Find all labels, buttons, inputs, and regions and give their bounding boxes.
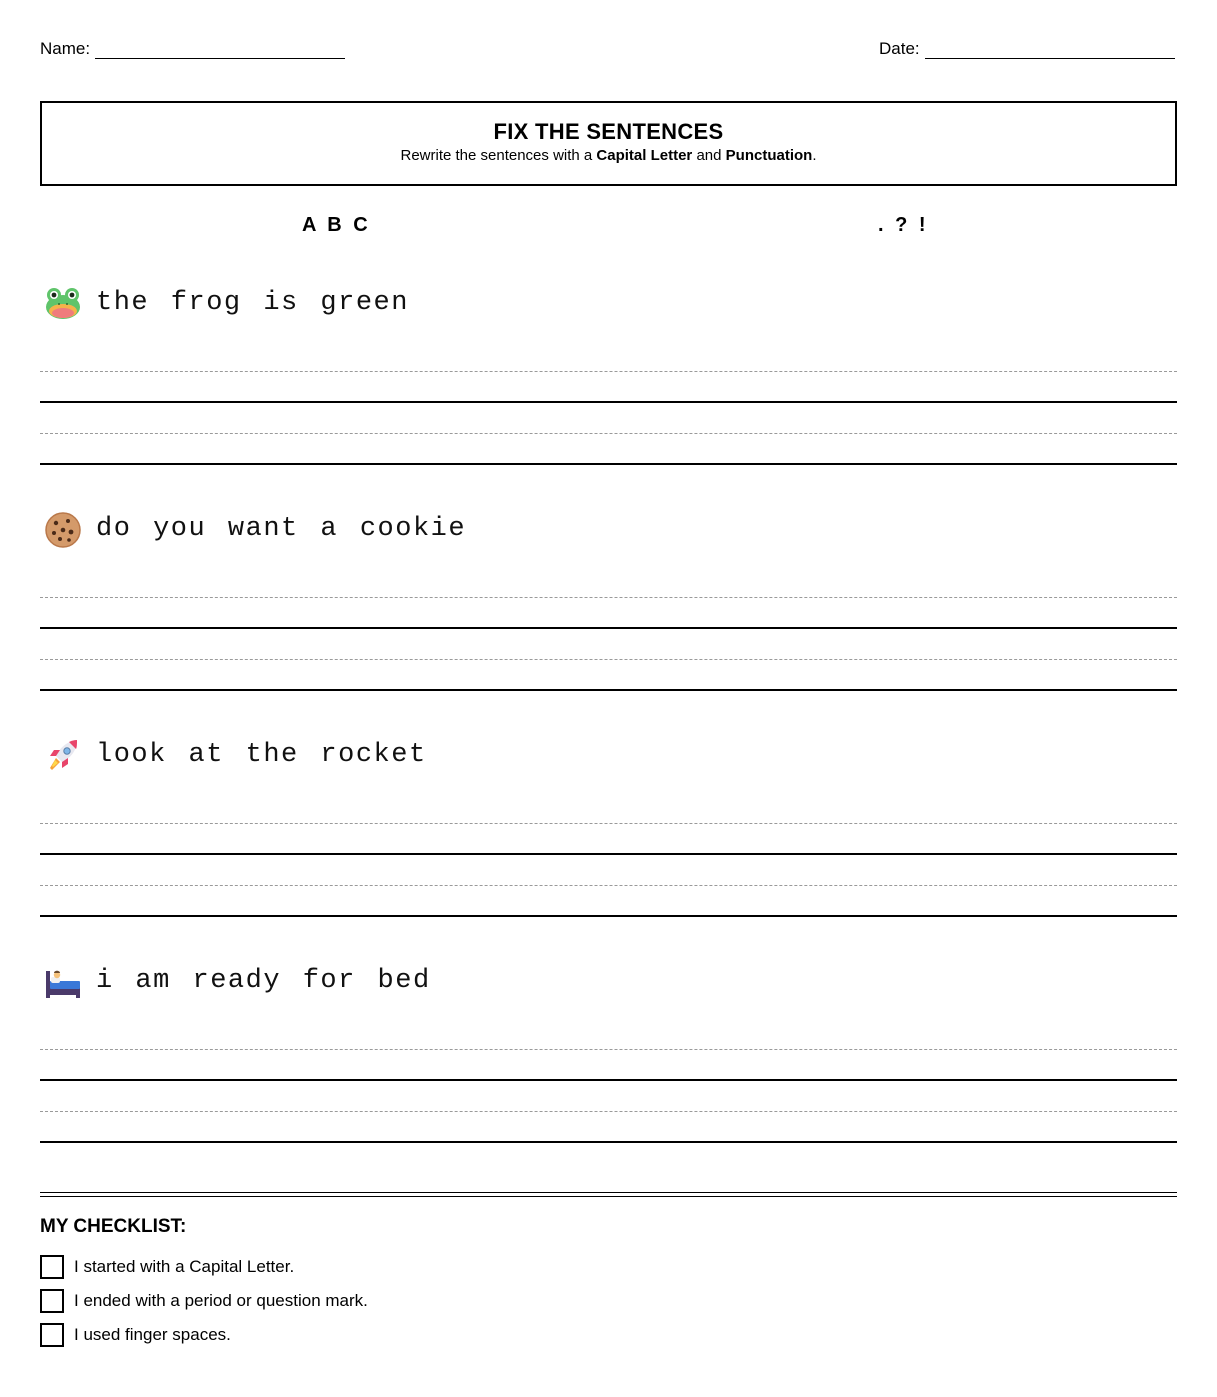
instructions-punctuation: Punctuation: [725, 147, 813, 164]
hints-row: [40, 214, 1177, 240]
sentence-text: do you want a cookie: [96, 514, 467, 544]
date-label: Date:: [879, 39, 920, 58]
sentence-block-3: [40, 735, 1177, 935]
baseline-solid[interactable]: [40, 1141, 1177, 1143]
baseline-solid[interactable]: [40, 627, 1177, 629]
midline-dashed: [40, 885, 1177, 886]
midline-dashed: [40, 597, 1177, 598]
baseline-solid[interactable]: [40, 689, 1177, 691]
midline-dashed: [40, 1111, 1177, 1112]
midline-dashed: [40, 433, 1177, 434]
cookie-icon: [44, 510, 82, 548]
instructions-suffix: .: [812, 147, 817, 164]
name-field: [40, 39, 345, 59]
midline-dashed: [40, 823, 1177, 824]
baseline-solid[interactable]: [40, 1079, 1177, 1081]
sentence-block-4: [40, 961, 1177, 1161]
baseline-solid[interactable]: [40, 401, 1177, 403]
instructions-middle: and: [692, 147, 726, 164]
midline-dashed: [40, 659, 1177, 660]
checklist-item[interactable]: [40, 1323, 231, 1347]
punctuation-hint: . ? !: [878, 214, 929, 236]
checklist-item-label: I ended with a period or question mark.: [74, 1291, 368, 1310]
instructions: [42, 147, 1175, 165]
frog-icon: [44, 284, 82, 322]
checklist-item-label: I used finger spaces.: [74, 1325, 231, 1344]
sentence-text: i am ready for bed: [96, 966, 431, 996]
sentence-prompt: [44, 283, 409, 323]
name-blank-line: [95, 43, 345, 59]
baseline-solid[interactable]: [40, 463, 1177, 465]
sentence-block-1: [40, 283, 1177, 483]
instructions-capital-letter: Capital Letter: [596, 147, 693, 164]
checklist-item[interactable]: [40, 1289, 368, 1313]
sentence-prompt: [44, 509, 466, 549]
checkbox[interactable]: [40, 1255, 64, 1279]
sentence-prompt: [44, 961, 431, 1001]
bed-icon: [44, 962, 82, 1000]
midline-dashed: [40, 1049, 1177, 1050]
checkbox[interactable]: [40, 1289, 64, 1313]
sentence-prompt: [44, 735, 427, 775]
instructions-prefix: Rewrite the sentences with a: [400, 147, 597, 164]
baseline-solid[interactable]: [40, 853, 1177, 855]
baseline-solid[interactable]: [40, 915, 1177, 917]
midline-dashed: [40, 371, 1177, 372]
page-title: FIX THE SENTENCES: [493, 119, 724, 144]
capital-letters-hint: A B C: [302, 214, 371, 236]
title-box: [40, 101, 1177, 186]
section-separator: [40, 1192, 1177, 1197]
name-label: Name:: [40, 39, 91, 58]
rocket-icon: [44, 736, 82, 774]
header-row: [40, 39, 1177, 61]
sentence-block-2: [40, 509, 1177, 709]
date-blank-line: [925, 43, 1175, 59]
checklist-item-label: I started with a Capital Letter.: [74, 1257, 295, 1276]
sentence-text: look at the rocket: [96, 740, 427, 770]
sentence-text: the frog is green: [96, 288, 409, 318]
date-field: [879, 39, 1175, 59]
checkbox[interactable]: [40, 1323, 64, 1347]
checklist-title: MY CHECKLIST:: [40, 1216, 187, 1237]
checklist-item[interactable]: [40, 1255, 294, 1279]
